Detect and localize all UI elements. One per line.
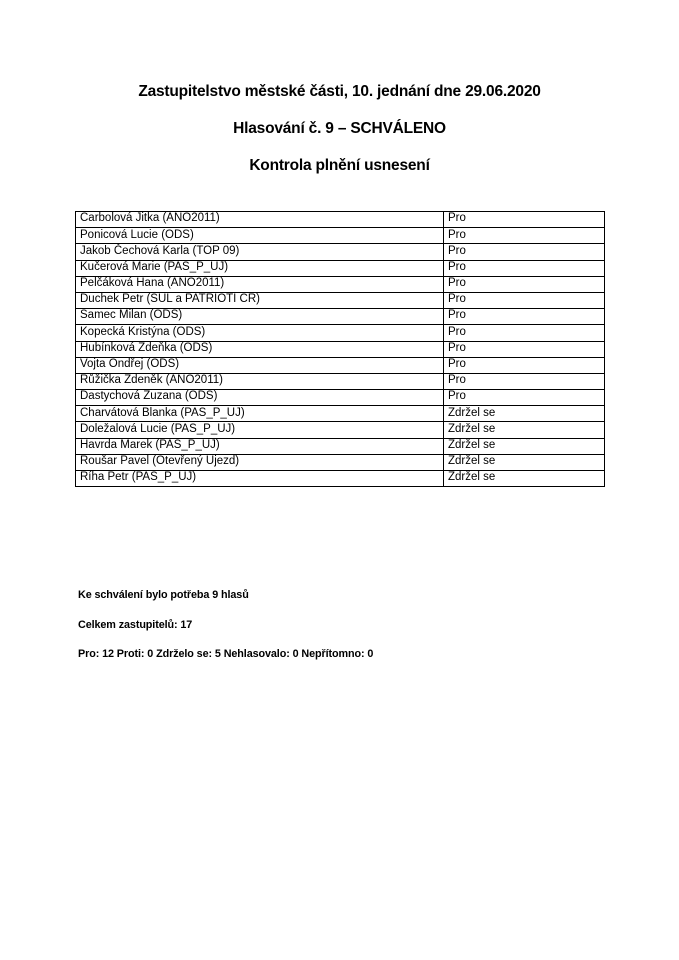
table-row: [76, 341, 605, 357]
table-row: [76, 357, 605, 373]
member-name-cell: Říha Petr (PAS_P_UJ): [76, 471, 444, 487]
vote-value-cell: Zdržel se: [444, 406, 605, 422]
member-name-cell: Doležalová Lucie (PAS_P_UJ): [76, 422, 444, 438]
member-name-cell: Ponicová Lucie (ODS): [76, 228, 444, 244]
member-name-cell: Charvátová Blanka (PAS_P_UJ): [76, 406, 444, 422]
vote-value-cell: Zdržel se: [444, 438, 605, 454]
total-members-line: Celkem zastupitelů: 17: [78, 619, 193, 631]
vote-value-cell: Pro: [444, 390, 605, 406]
table-row: [76, 244, 605, 260]
vote-value-cell: Pro: [444, 357, 605, 373]
table-row: [76, 212, 605, 228]
vote-value-cell: Pro: [444, 276, 605, 292]
vote-table: [75, 211, 605, 487]
vote-table-body: [76, 212, 605, 487]
vote-value-cell: Pro: [444, 341, 605, 357]
member-name-cell: Carbolová Jitka (ANO2011): [76, 212, 444, 228]
vote-value-cell: Pro: [444, 244, 605, 260]
member-name-cell: Duchek Petr (SÚL a PATRIOTI ČR): [76, 292, 444, 308]
vote-result-heading: Hlasování č. 9 – SCHVÁLENO: [233, 120, 446, 137]
vote-value-cell: Zdržel se: [444, 422, 605, 438]
vote-value-cell: Pro: [444, 309, 605, 325]
member-name-cell: Jakob Čechová Karla (TOP 09): [76, 244, 444, 260]
member-name-cell: Vojta Ondřej (ODS): [76, 357, 444, 373]
vote-value-cell: Pro: [444, 373, 605, 389]
table-row: [76, 228, 605, 244]
vote-value-cell: Pro: [444, 228, 605, 244]
table-row: [76, 454, 605, 470]
member-name-cell: Kopecká Kristýna (ODS): [76, 325, 444, 341]
table-row: [76, 438, 605, 454]
agenda-item-heading: Kontrola plnění usnesení: [249, 157, 430, 174]
table-row: [76, 325, 605, 341]
table-row: [76, 471, 605, 487]
vote-value-cell: Pro: [444, 260, 605, 276]
vote-value-cell: Zdržel se: [444, 471, 605, 487]
vote-tally-line: Pro: 12 Proti: 0 Zdrželo se: 5 Nehlasovalo: 0 Nepřítomno: 0: [78, 648, 374, 660]
table-row: [76, 260, 605, 276]
table-row: [76, 373, 605, 389]
table-row: [76, 292, 605, 308]
member-name-cell: Roušar Pavel (Otevřený Újezd): [76, 454, 444, 470]
table-row: [76, 276, 605, 292]
vote-value-cell: Pro: [444, 212, 605, 228]
member-name-cell: Pelčáková Hana (ANO2011): [76, 276, 444, 292]
table-row: [76, 406, 605, 422]
document-title: Zastupitelstvo městské části, 10. jednání dne 29.06.2020: [138, 83, 541, 100]
table-row: [76, 390, 605, 406]
vote-value-cell: Pro: [444, 292, 605, 308]
table-row: [76, 422, 605, 438]
member-name-cell: Havrda Marek (PAS_P_UJ): [76, 438, 444, 454]
member-name-cell: Růžička Zdeněk (ANO2011): [76, 373, 444, 389]
member-name-cell: Kučerová Marie (PAS_P_UJ): [76, 260, 444, 276]
member-name-cell: Hubínková Zdeňka (ODS): [76, 341, 444, 357]
required-votes-line: Ke schválení bylo potřeba 9 hlasů: [78, 589, 249, 601]
member-name-cell: Dastychová Zuzana (ODS): [76, 390, 444, 406]
member-name-cell: Samec Milan (ODS): [76, 309, 444, 325]
table-row: [76, 309, 605, 325]
vote-value-cell: Zdržel se: [444, 454, 605, 470]
vote-value-cell: Pro: [444, 325, 605, 341]
